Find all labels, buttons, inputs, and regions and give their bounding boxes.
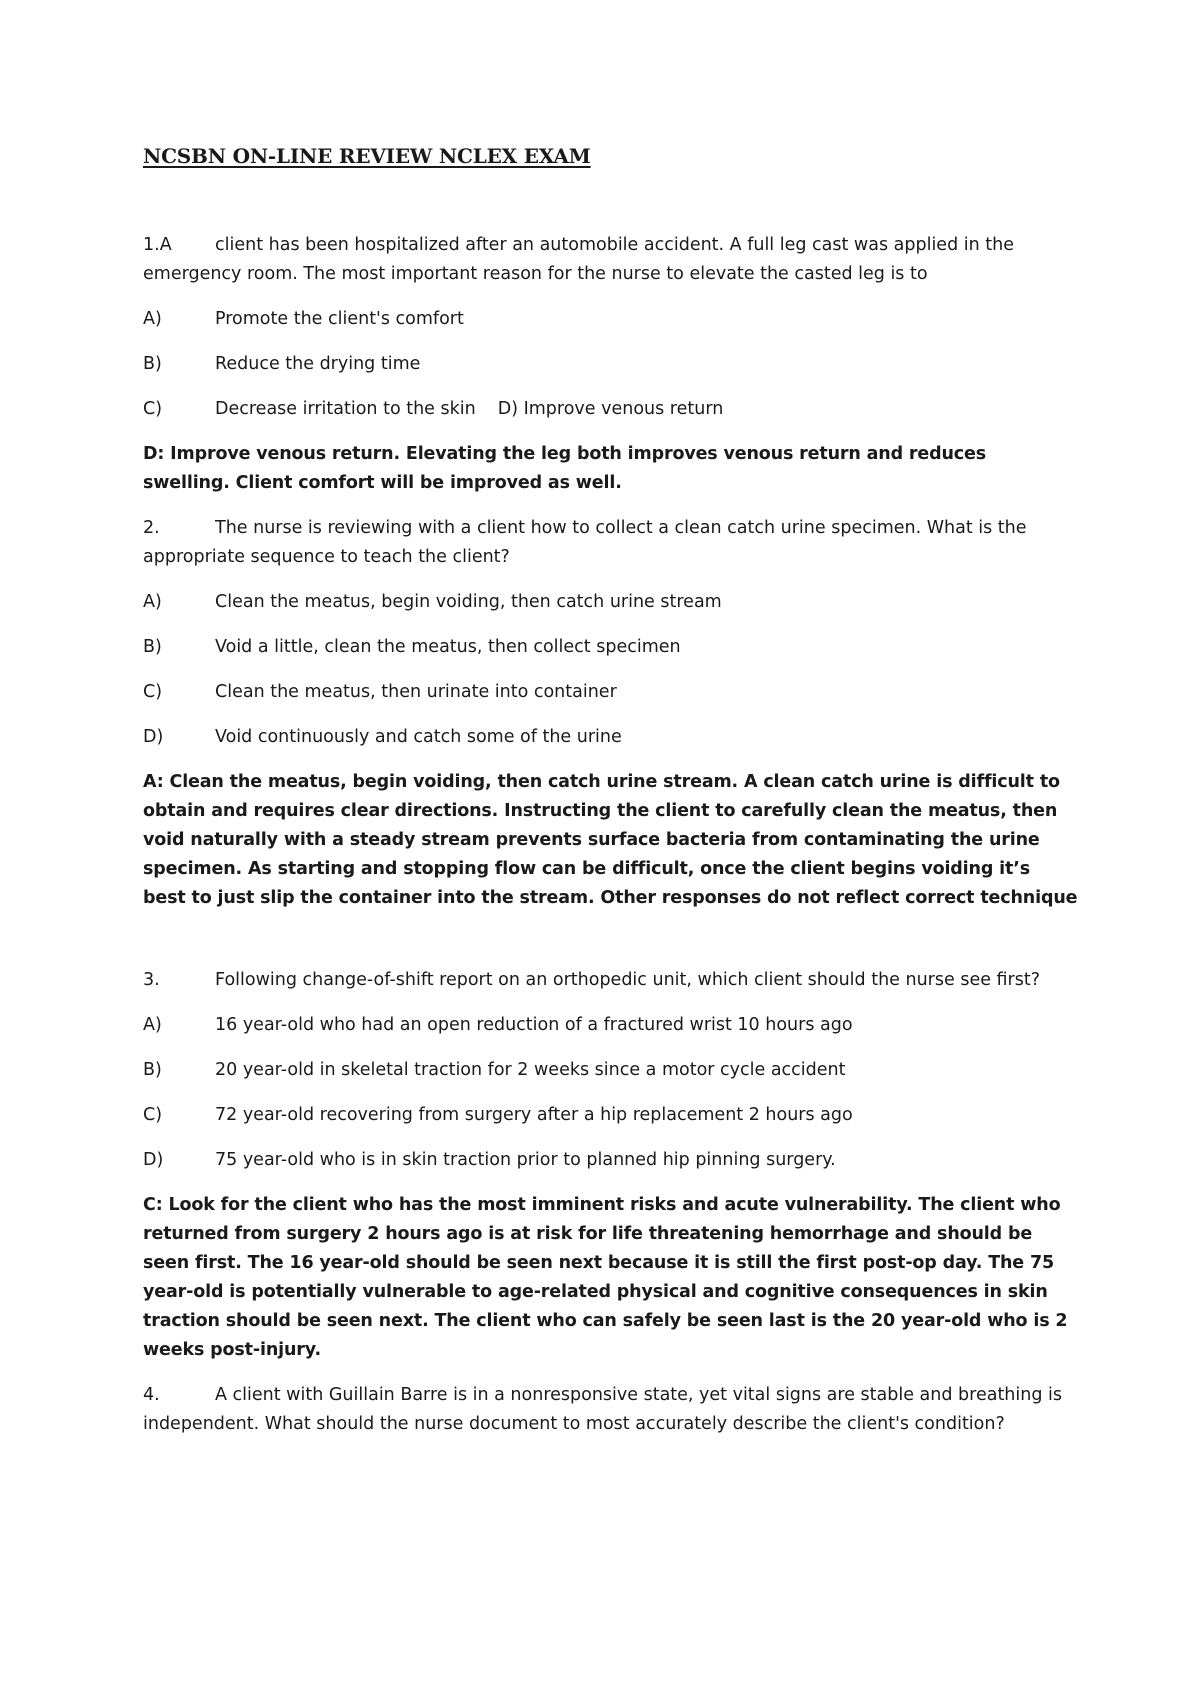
option-label: A) — [143, 1015, 162, 1035]
question-1 — [143, 231, 1078, 498]
question-1-stem — [143, 231, 1078, 289]
option-label: C) — [143, 399, 163, 419]
question-2-stem — [143, 514, 1078, 572]
option-row — [143, 1146, 1078, 1175]
question-4 — [143, 1381, 1078, 1439]
option-text: Reduce the drying time — [215, 354, 421, 374]
option-row — [143, 633, 1078, 662]
question-3-stem-text: Following change-of-shift report on an orthopedic unit, which client should the nurse see first? — [215, 970, 1041, 990]
question-3-stem — [143, 966, 1078, 995]
option-text: 75 year-old who is in skin traction prior to planned hip pinning surgery. — [215, 1150, 836, 1170]
question-3-number: 3. — [143, 970, 160, 990]
option-text: 16 year-old who had an open reduction of a fractured wrist 10 hours ago — [215, 1015, 853, 1035]
question-1-stem-line2: emergency room. The most important reason for the nurse to elevate the casted leg is to — [143, 264, 928, 284]
option-label: D) — [143, 727, 164, 747]
question-2-number: 2. — [143, 518, 160, 538]
option-row — [143, 350, 1078, 379]
document-title: NCSBN ON-LINE REVIEW NCLEX EXAM — [143, 144, 591, 168]
option-text: 20 year-old in skeletal traction for 2 weeks since a motor cycle accident — [215, 1060, 846, 1080]
option-row — [143, 1101, 1078, 1130]
option-text: Clean the meatus, then urinate into container — [215, 682, 617, 702]
option-label: D) — [143, 1150, 164, 1170]
spacer — [143, 929, 1078, 966]
option-row — [143, 678, 1078, 707]
question-3 — [143, 966, 1078, 1365]
question-4-number: 4. — [143, 1385, 160, 1405]
option-d-inline-text: D) Improve venous return — [497, 399, 724, 419]
document-body — [143, 231, 1078, 1455]
question-2-answer: A: Clean the meatus, begin voiding, then catch urine stream. A clean catch urine is difficult to obtain and requires clear directions. Instructing the client to carefully clean the meatus, then void naturally with a steady stream prevents surface bacteria from contaminating the urine specimen. As starting and stopping flow can be difficult, once the client begins voiding it’s best to just slip the container into the stream. Other responses do not reflect correct technique — [143, 772, 1078, 908]
option-text: Decrease irritation to the skin — [215, 399, 476, 419]
question-4-stem-line2: independent. What should the nurse document to most accurately describe the client's condition? — [143, 1414, 1005, 1434]
question-2-stem-line2: appropriate sequence to teach the client? — [143, 547, 510, 567]
option-row — [143, 305, 1078, 334]
question-1-number: 1.A — [143, 235, 172, 255]
question-4-stem — [143, 1381, 1078, 1439]
option-row — [143, 1011, 1078, 1040]
question-4-stem-line1: A client with Guillain Barre is in a nonresponsive state, yet vital signs are stable and breathing is — [215, 1385, 1062, 1405]
option-row — [143, 588, 1078, 617]
option-label: A) — [143, 592, 162, 612]
option-text: Void continuously and catch some of the urine — [215, 727, 622, 747]
option-text: Promote the client's comfort — [215, 309, 464, 329]
option-label: C) — [143, 1105, 163, 1125]
option-text: Clean the meatus, begin voiding, then catch urine stream — [215, 592, 722, 612]
option-text: 72 year-old recovering from surgery after a hip replacement 2 hours ago — [215, 1105, 853, 1125]
option-label: B) — [143, 354, 162, 374]
option-text: Void a little, clean the meatus, then collect specimen — [215, 637, 681, 657]
question-1-stem-line1: client has been hospitalized after an automobile accident. A full leg cast was applied in the — [215, 235, 1014, 255]
question-2 — [143, 514, 1078, 913]
option-label: C) — [143, 682, 163, 702]
option-row — [143, 723, 1078, 752]
question-1-answer: D: Improve venous return. Elevating the leg both improves venous return and reduces swelling. Client comfort will be improved as well. — [143, 444, 987, 493]
question-3-answer: C: Look for the client who has the most imminent risks and acute vulnerability. The client who returned from surgery 2 hours ago is at risk for life threatening hemorrhage and should be seen first. The 16 year-old should be seen next because it is still the first post-op day. The 75 year-old is potentially vulnerable to age-related physical and cognitive consequences in skin traction should be seen next. The client who can safely be seen last is the 20 year-old who is 2 weeks post-injury. — [143, 1195, 1068, 1360]
question-2-stem-line1: The nurse is reviewing with a client how to collect a clean catch urine specimen. What is the — [215, 518, 1027, 538]
option-row — [143, 395, 1078, 424]
option-label: B) — [143, 1060, 162, 1080]
option-row — [143, 1056, 1078, 1085]
option-label: A) — [143, 309, 162, 329]
option-label: B) — [143, 637, 162, 657]
